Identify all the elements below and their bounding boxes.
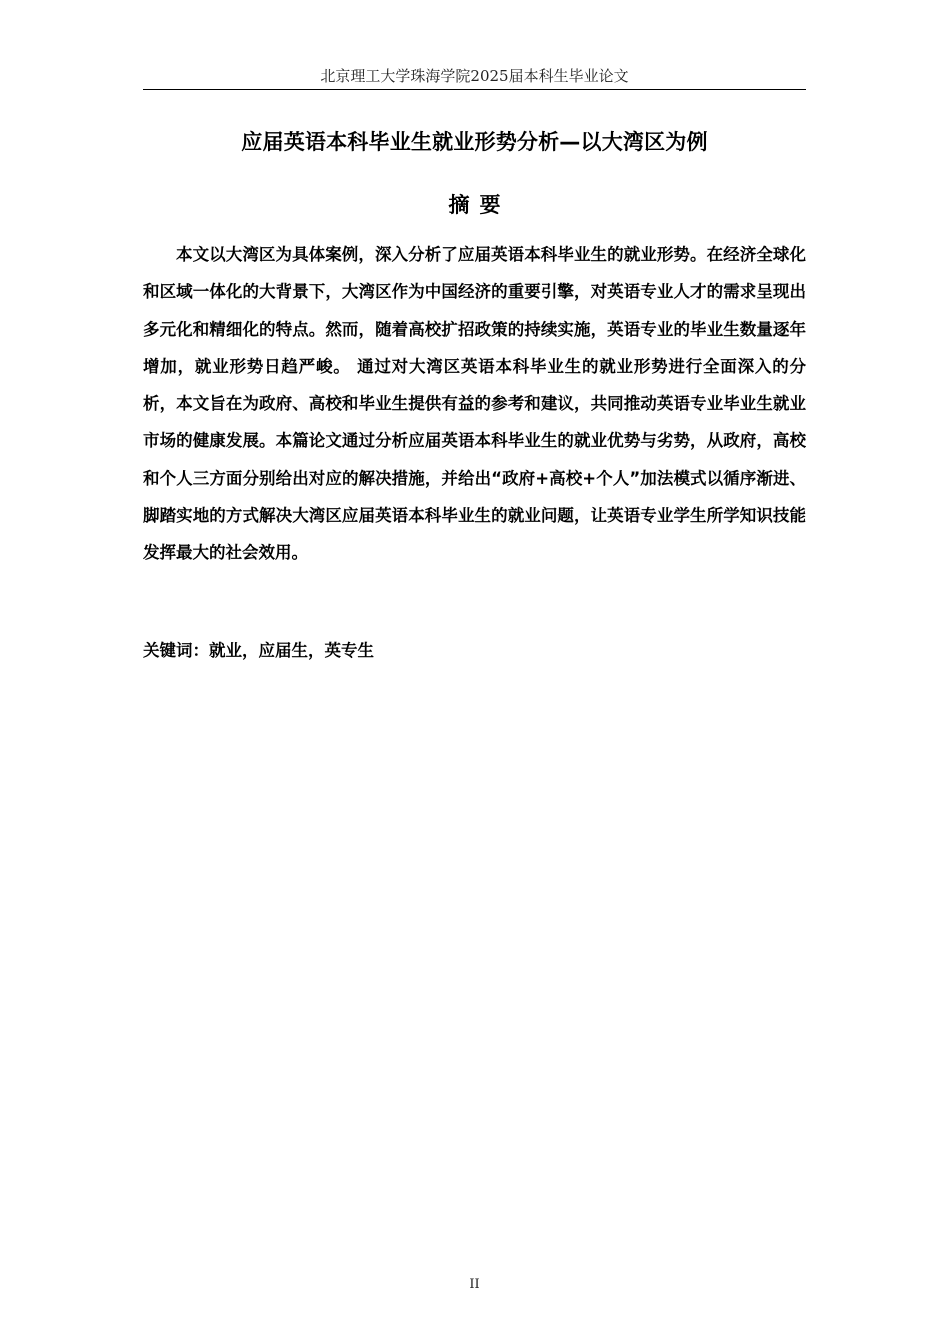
abstract-body: 本文以大湾区为具体案例，深入分析了应届英语本科毕业生的就业形势。在经济全球化和区域一体化的大背景下，大湾区作为中国经济的重要引擎，对英语专业人才的需求呈现出多元化和精细化的特点。然而，随着高校扩招政策的持续实施，英语专业的毕业生数量逐年增加，就业形势日趋严峻。 通过对大湾区英语本科毕业生的就业形势进行全面深入的分析，本文旨在为政府、高校和毕业生提供有益的参考和建议，共同推动英语专业毕业生就业市场的健康发展。本篇论文通过分析应届英语本科毕业生的就业优势与劣势，从政府，高校和个人三方面分别给出对应的解决措施，并给出“政府+高校+个人”加法模式以循序渐进、脚踏实地的方式解决大湾区应届英语本科毕业生的就业问题，让英语专业学生所学知识技能发挥最大的社会效用。 bbox=[143, 245, 806, 563]
keywords-value: 就业，应届生，英专生 bbox=[209, 641, 374, 660]
abstract-heading: 摘要 bbox=[448, 193, 511, 217]
keywords-label: 关键词： bbox=[143, 641, 209, 660]
page-number: II bbox=[469, 1277, 480, 1292]
thesis-title: 应届英语本科毕业生就业形势分析—以大湾区为例 bbox=[241, 130, 708, 154]
keywords-line bbox=[143, 637, 806, 665]
running-header: 北京理工大学珠海学院2025届本科生毕业论文 bbox=[320, 67, 629, 85]
header-rule bbox=[143, 89, 806, 90]
